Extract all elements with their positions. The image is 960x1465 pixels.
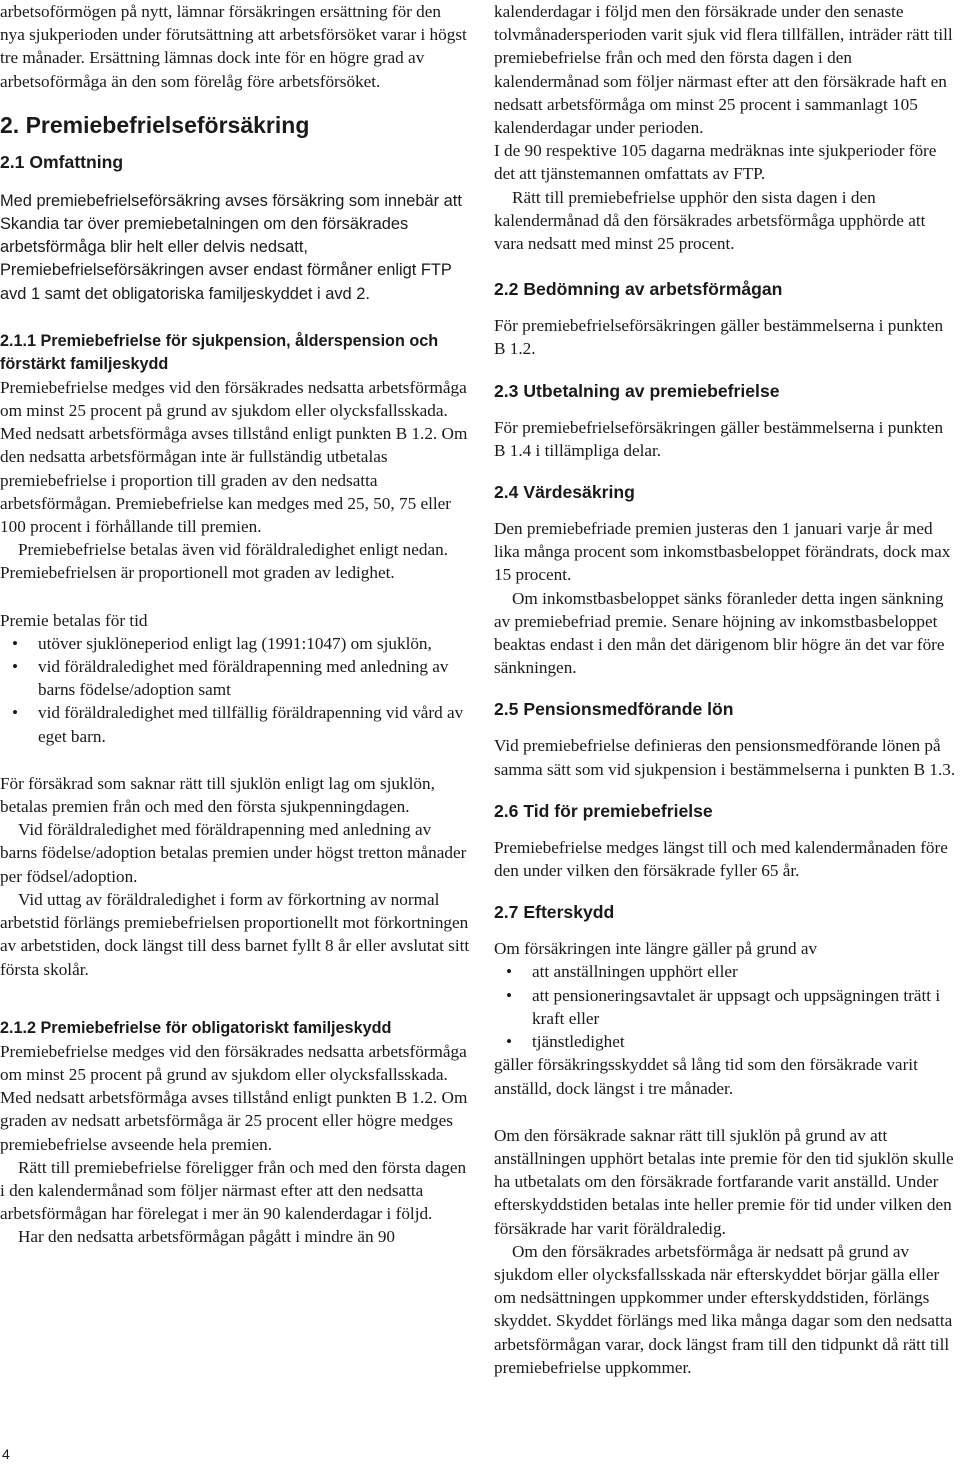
section-2-heading: 2. Premiebefrielseförsäkring [0, 111, 310, 138]
section-2-6-text: Premiebefrielse medges längst till och med kalendermånaden före den under vilken den försäkrade fyller 65 år. [494, 837, 948, 881]
section-2-4-paragraph-1: Den premiebefriade premien justeras den 1 januari varje år med lika många procent som inkomstbasbeloppet förändrats, dock max 15 procent. [494, 519, 951, 585]
section-2-3-heading: 2.3 Utbetalning av premiebefrielse [494, 380, 780, 401]
right-column [494, 0, 956, 1379]
uttag-paragraph: Vid uttag av föräldraledighet i form av förkortning av normal arbetstid förlängs premiebefrielsen proportionellt mot förkortningen av arbetstiden, dock längst till dess barnet fyllt 8 år eller avslutat sitt första skolår. [0, 889, 470, 979]
premie-intro: Premie betalas för tid [0, 610, 148, 630]
paragraph-90-105-days: I de 90 respektive 105 dagarna medräknas inte sjukperioder före det att tjänstemannen omfattats av FTP. [494, 141, 937, 184]
left-column [0, 0, 470, 1249]
section-2-1-1-heading: 2.1.1 Premiebefrielse för sjukpension, ålderspension och förstärkt familjeskydd [0, 331, 439, 373]
section-2-7-intro: Om försäkringen inte längre gäller på grund av [494, 939, 818, 959]
section-2-7-heading: 2.7 Efterskydd [494, 902, 615, 923]
efterskydd-list [494, 960, 956, 1053]
section-2-1-heading: 2.1 Omfattning [0, 151, 124, 172]
list-item: • att pensioneringsavtalet är uppsagt och uppsägningen trätt i kraft eller [494, 984, 956, 1030]
list-item: • vid föräldraledighet med tillfällig föräldrapenning vid vård av eget barn. [0, 701, 470, 747]
section-2-1-1-paragraph-2: Premiebefrielse betalas även vid föräldraledighet enligt nedan. Premiebefrielsen är proportionell mot graden av ledighet. [0, 540, 448, 583]
section-2-3-text: För premiebefrielseförsäkringen gäller bestämmelserna i punkten B 1.4 i tillämpliga delar. [494, 417, 944, 460]
section-2-1-2-paragraph-3: Har den nedsatta arbetsförmågan pågått i mindre än 90 [18, 1227, 396, 1247]
intro-paragraph: arbetsoförmögen på nytt, lämnar försäkringen ersättning för den nya sjukperioden under förutsättning att arbetsförsöket varar i högst tre månader. Ersättning lämnas dock inte för en högre grad av arbetsoförmåga än den som förelåg före arbetsförsöket. [0, 2, 467, 91]
section-2-1-2-heading: 2.1.2 Premiebefrielse för obligatoriskt familjeskydd [0, 1018, 392, 1037]
section-2-1-text: Med premiebefrielseförsäkring avses försäkring som innebär att Skandia tar över premiebetalningen om den försäkrades arbetsförmåga blir helt eller delvis nedsatt, Premiebefrielseförsäkringen avser endast förmåner enligt FTP avd 1 samt det obligatoriska familjeskyddet i avd 2. [0, 191, 462, 303]
list-item: • utöver sjuklöneperiod enligt lag (1991:1047) om sjuklön, [0, 632, 470, 655]
foraldra-paragraph: Vid föräldraledighet med föräldrapenning med anledning av barns födelse/adoption betalas premien under högst tretton månader per födsel/adoption. [0, 820, 467, 886]
page-number: 4 [2, 1446, 10, 1462]
section-2-2-heading: 2.2 Bedömning av arbetsförmågan [494, 279, 783, 300]
section-2-1-1-paragraph-1: Premiebefrielse medges vid den försäkrades nedsatta arbetsförmåga om minst 25 procent på grund av sjukdom eller olycksfallsskada. Med nedsatt arbetsförmåga avses tillstånd enligt punkten B 1.2. Om den nedsatta arbetsförmågan inte är fullständig utbetalas premiebefrielse i proportion till graden av den nedsatta arbetsförmågan. Premiebefrielse kan medges med 25, 50, 75 eller 100 procent i förhållande till premien. [0, 377, 468, 537]
section-2-4-paragraph-2: Om inkomstbasbeloppet sänks föranleder detta ingen sänkning av premiebefriad premie. Senare höjning av inkomstbasbeloppet beaktas endast i den mån det därigenom blir högre än det var före sänkningen. [494, 588, 945, 678]
list-item: • tjänstledighet [494, 1030, 956, 1053]
section-2-6-heading: 2.6 Tid för premiebefrielse [494, 800, 713, 821]
list-item: • vid föräldraledighet med föräldrapenning med anledning av barns födelse/adoption samt [0, 655, 470, 701]
section-2-2-text: För premiebefrielseförsäkringen gäller bestämmelserna i punkten B 1.2. [494, 316, 944, 359]
continued-paragraph: kalenderdagar i följd men den försäkrade under den senaste tolvmånadersperioden varit sjuk vid flera tillfällen, inträder rätt till premiebefrielse från och med den första dagen i den kalendermånad som följer närmast efter att den försäkrade haft en nedsatt arbetsförmåga om minst 25 procent i sammanlagt 105 kalenderdagar under perioden. [494, 2, 953, 138]
section-2-7-paragraph-2: Om den försäkrade saknar rätt till sjuklön på grund av att anställningen upphört betalas inte premie för den tid sjuklön skulle ha utbetalats om den försäkrade fortfarande varit anställd. Under efterskyddstiden betalas inte heller premie för tid under vilken den försäkrade har varit föräldraledig. [494, 1125, 954, 1238]
section-2-5-text: Vid premiebefrielse definieras den pensionsmedförande lönen på samma sätt som vid sjukpension i bestämmelserna i punkten B 1.3. [494, 736, 956, 779]
paragraph-upphor: Rätt till premiebefrielse upphör den sista dagen i den kalendermånad då den försäkrades arbetsförmåga upphörde att vara nedsatt med minst 25 procent. [494, 187, 926, 254]
section-2-1-2-paragraph-2: Rätt till premiebefrielse föreligger från och med den första dagen i den kalendermånad som följer närmast efter att den nedsatta arbetsförmågan har förelegat i mer än 90 kalenderdagar i följd. [0, 1157, 467, 1224]
list-item: • att anställningen upphört eller [494, 960, 956, 983]
section-2-7-after-list: gäller försäkringsskyddet så lång tid som den försäkrade varit anställd, dock längst i tre månader. [494, 1055, 918, 1098]
section-2-5-heading: 2.5 Pensionsmedförande lön [494, 699, 734, 720]
section-2-4-heading: 2.4 Värdesäkring [494, 482, 635, 503]
premie-list [0, 632, 470, 748]
section-2-7-paragraph-3: Om den försäkrades arbetsförmåga är nedsatt på grund av sjukdom eller olycksfallsskada när efterskyddet börjar gälla eller om nedsättningen uppkommer under efterskyddstiden, förlängs skyddet. Skyddet förlängs med lika många dagar som den nedsatta arbetsförmågan varar, dock längst fram till den tidpunkt då rätt till premiebefrielse uppkommer. [494, 1241, 953, 1377]
section-2-1-2-paragraph-1: Premiebefrielse medges vid den försäkrades nedsatta arbetsförmåga om minst 25 procent på grund av sjukdom eller olycksfallsskada. Med nedsatt arbetsförmåga avses tillstånd enligt punkten B 1.2. Om graden av nedsatt arbetsförmåga är 25 procent eller högre medges premiebefrielse avseende hela premien. [0, 1041, 468, 1154]
sjuklon-paragraph: För försäkrad som saknar rätt till sjuklön enligt lag om sjuklön, betalas premien från och med den första sjukpenningdagen. [0, 773, 435, 817]
